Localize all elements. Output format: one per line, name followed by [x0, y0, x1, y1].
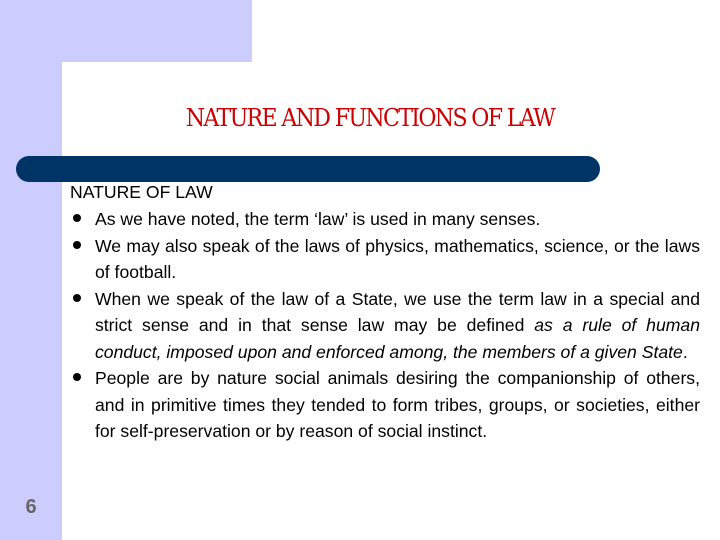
bullet-dot-icon: [73, 241, 81, 249]
bullet-text: We may also speak of the laws of physics, mathematics, science, or the laws of football.: [95, 235, 700, 282]
decor-band-left: [0, 0, 62, 540]
title-rule: [16, 156, 600, 182]
bullet-dot-icon: [73, 294, 81, 302]
bullet-dot-icon: [73, 373, 81, 381]
bullet-item: [70, 206, 700, 233]
bullet-dot-icon: [73, 214, 81, 222]
slide-body: [70, 180, 700, 445]
bullet-text-lead: When we speak of the law of a State, we use the term law in a special and strict sense and in that sense law may be defined: [95, 288, 700, 335]
bullet-text-tail: .: [682, 341, 688, 362]
bullet-text: As we have noted, the term ‘law’ is used in many senses.: [95, 209, 541, 229]
bullet-item: [70, 233, 700, 286]
section-heading: NATURE OF LAW: [70, 182, 213, 202]
bullet-item: [70, 365, 700, 445]
law-definition: as a rule of human conduct, imposed upon and enforced among, the members of a given State: [95, 315, 700, 362]
bullet-text: [95, 286, 700, 366]
bullet-text: People are by nature social animals desiring the companionship of others, and in primitive times they tended to form tribes, groups, or societies, either for self-preservation or by reason of social instinct.: [95, 368, 700, 441]
slide-title: NATURE AND FUNCTIONS OF LAW: [185, 104, 555, 132]
bullet-item: [70, 286, 700, 366]
slide-number: 6: [25, 496, 37, 518]
